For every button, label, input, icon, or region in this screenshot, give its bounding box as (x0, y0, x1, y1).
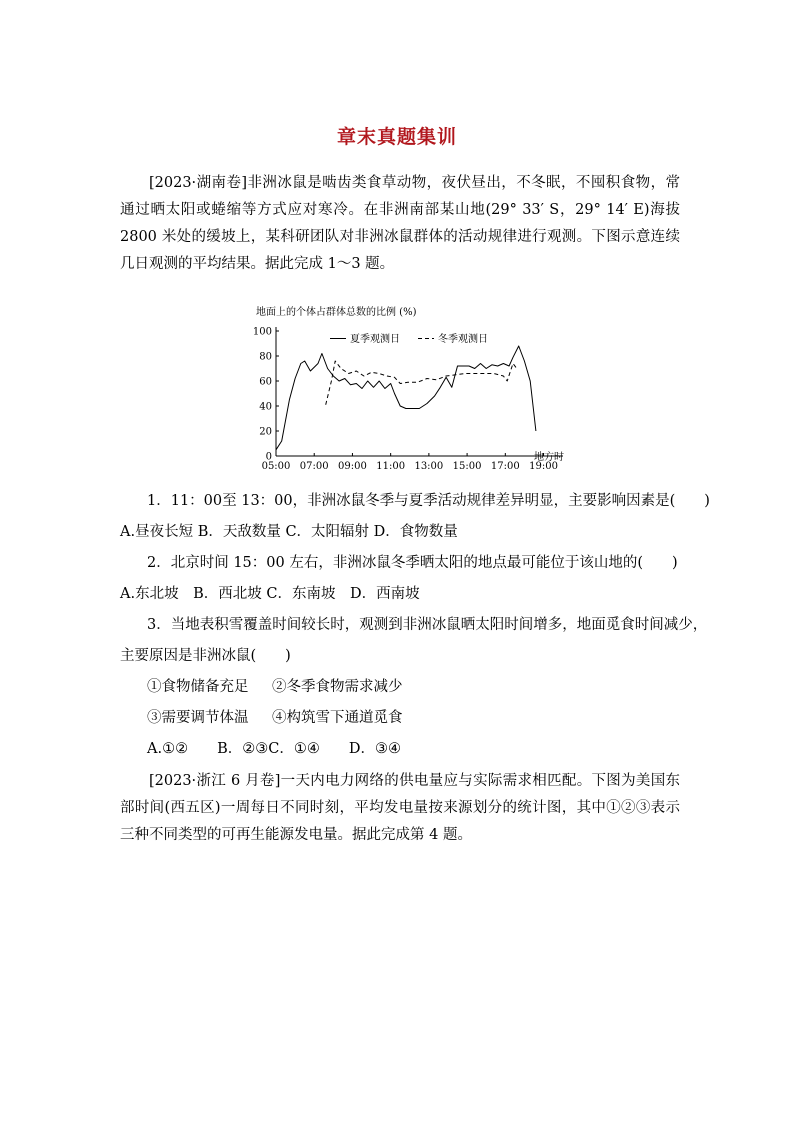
legend-label-2: 冬季观测日 (438, 334, 488, 345)
y-tick-label: 100 (252, 326, 272, 338)
question-3-item-3: ③需要调节体温 (147, 710, 249, 726)
chart-series (276, 346, 536, 450)
question-3-options: A.①② B．②③C．①④ D．③④ (147, 741, 401, 757)
chart-xlabel: 地方时 (534, 452, 564, 463)
question-2-stem: 2．北京时间 15：00 左右，非洲冰鼠冬季晒太阳的地点最可能位于该山地的( ) (147, 555, 678, 571)
question-1-options: A.昼夜长短 B．天敌数量 C．太阳辐射 D．食物数量 (120, 524, 458, 540)
legend-label-1: 夏季观测日 (350, 334, 400, 345)
x-tick-label: 17:00 (490, 461, 520, 472)
question-3-item-4: ④构筑雪下通道觅食 (272, 710, 403, 726)
chart-yticks (253, 327, 279, 463)
question-1-stem: 1．11：00至 13：00，非洲冰鼠冬季与夏季活动规律差异明显，主要影响因素是( ) (147, 493, 710, 509)
question-3-stem-line-2: 主要原因是非洲冰鼠( ) (120, 648, 291, 664)
y-tick-label: 0 (265, 451, 272, 463)
question-3-stem-line-1: 3．当地表积雪覆盖时间较长时，观测到非洲冰鼠晒太阳时间增多，地面觅食时间减少， (147, 617, 708, 633)
y-tick-label: 60 (259, 376, 272, 388)
question-3-item-2: ②冬季食物需求减少 (272, 679, 403, 695)
series-line-1 (276, 346, 536, 450)
chart-legend (330, 332, 488, 345)
chart-axes (276, 327, 563, 456)
chart-svg (248, 302, 578, 480)
y-tick-label: 20 (259, 426, 272, 438)
page-title: 章末真题集训 (336, 126, 457, 148)
chart-ylabel: 地面上的个体占群体总数的比例 (%) (256, 307, 417, 318)
intro-paragraph-2: [2023·浙江 6 月卷]一天内电力网络的供电量应与实际需求相匹配。下图为美国东部时间(西五区)一周每日不同时刻，平均发电量按来源划分的统计图，其中①②③表示三种不同类型的可再生能源发电量。据此完成第 4 题。 (120, 773, 680, 843)
line-chart (248, 302, 578, 480)
x-tick-label: 09:00 (338, 461, 367, 472)
y-tick-label: 80 (259, 351, 272, 363)
question-3-item-1: ①食物储备充足 (147, 679, 249, 695)
x-tick-label: 19:00 (529, 461, 558, 472)
x-tick-label: 07:00 (299, 461, 329, 472)
y-tick-label: 40 (259, 401, 272, 413)
x-tick-label: 13:00 (414, 461, 444, 472)
x-tick-label: 11:00 (376, 461, 406, 472)
intro-paragraph-1: [2023·湖南卷]非洲冰鼠是啮齿类食草动物，夜伏昼出，不冬眠，不囤积食物，常通过晒太阳或蜷缩等方式应对寒冷。在非洲南部某山地(29° 33′ S，29° 14′ E)海拔 2800 米处的缓坡上，某科研团队对非洲冰鼠群体的活动规律进行观测。下图示意连续几日观测的平均结果。据此完成 1～3 题。 (120, 175, 680, 272)
question-2-options: A.东北坡 B．西北坡 C．东南坡 D．西南坡 (120, 586, 420, 602)
x-tick-label: 05:00 (261, 461, 291, 472)
x-tick-label: 15:00 (452, 461, 482, 472)
